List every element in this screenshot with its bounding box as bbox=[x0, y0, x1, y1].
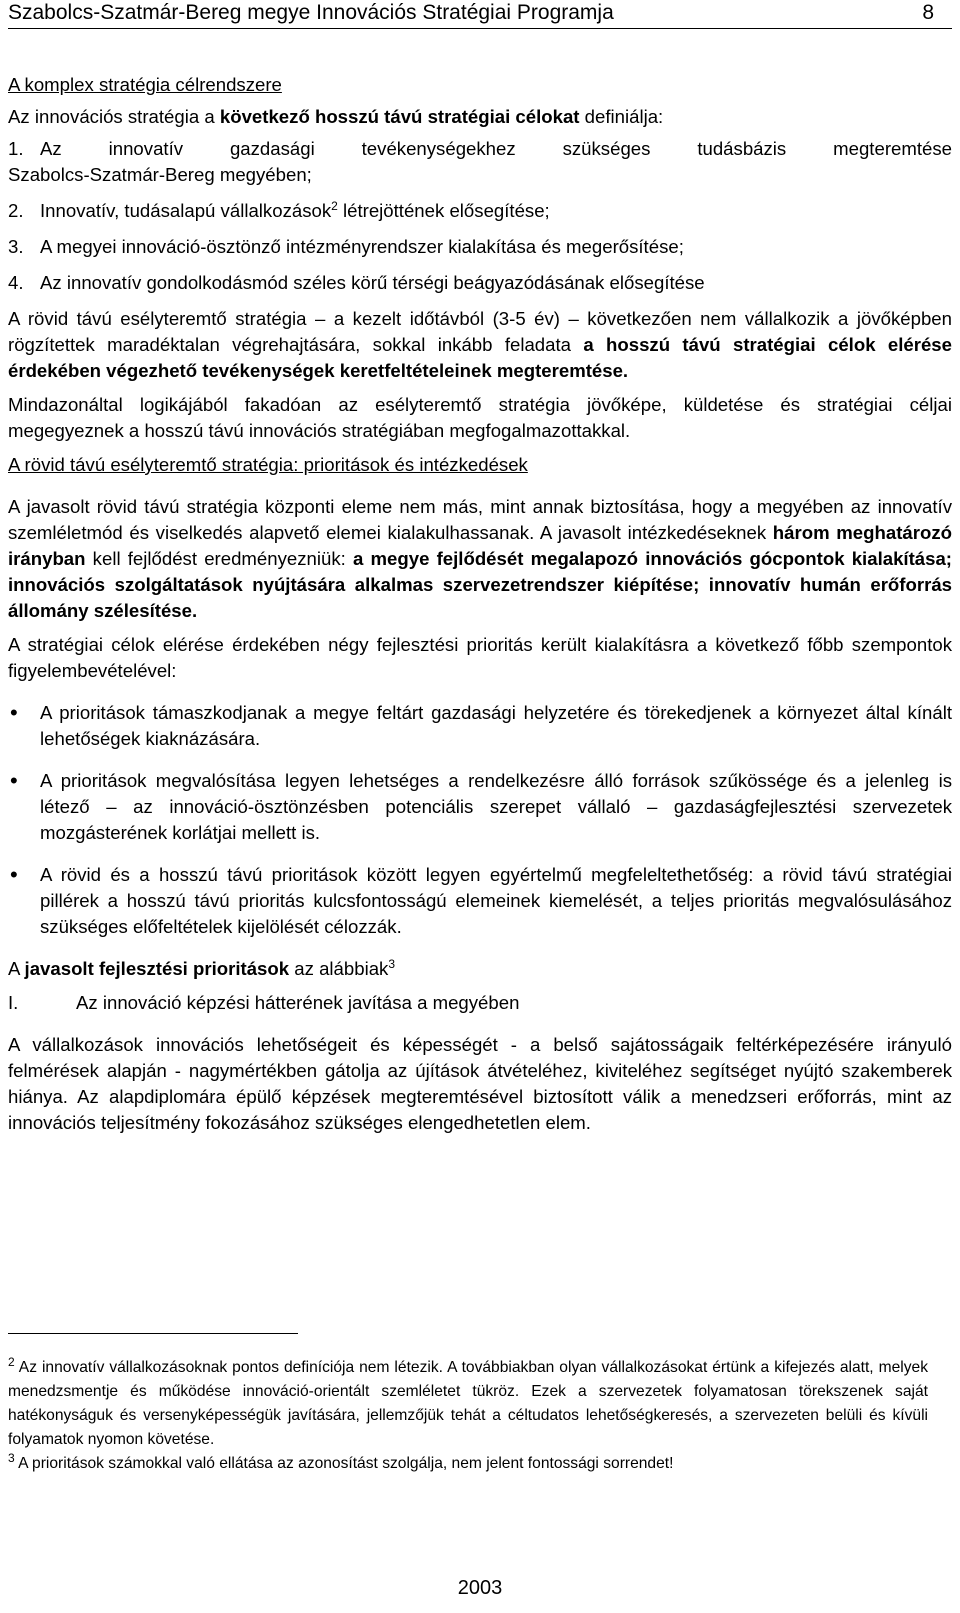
goal-number: 4. bbox=[8, 272, 24, 293]
priority-i-heading bbox=[8, 990, 952, 1016]
goal-text: A megyei innováció-ösztönző intézményrendszer kialakítása és megerősítése; bbox=[40, 236, 684, 257]
header-title: Szabolcs-Szatmár-Bereg megye Innovációs Stratégiai Programja bbox=[8, 1, 614, 24]
footnotes bbox=[8, 1356, 928, 1476]
page-header bbox=[8, 0, 952, 29]
goal-number: 2. bbox=[8, 200, 24, 221]
goal-item-1 bbox=[8, 136, 952, 162]
strategy-core-paragraph bbox=[8, 494, 952, 624]
priority-number: I. bbox=[8, 992, 19, 1013]
criteria-list bbox=[8, 700, 952, 940]
goal-text-cont: Szabolcs-Szatmár-Bereg megyében; bbox=[8, 164, 312, 185]
header-page-number: 8 bbox=[922, 1, 934, 24]
footnote-number: 2 bbox=[8, 1354, 15, 1369]
goal-item-2 bbox=[8, 198, 952, 224]
goal-text bbox=[40, 198, 952, 224]
footnote-ref: 2 bbox=[331, 198, 338, 213]
goal-text: Az innovatív gazdasági tevékenységekhez szükséges tudásbázis megteremtése bbox=[40, 138, 952, 159]
goal-item-3 bbox=[8, 234, 952, 260]
goal-item-1-cont bbox=[8, 162, 952, 188]
page-footer-year: 2003 bbox=[457, 1577, 503, 1599]
goal-number: 1. bbox=[8, 138, 24, 159]
section-heading-goals: A komplex stratégia célrendszere bbox=[8, 74, 282, 95]
priorities-lead bbox=[8, 956, 952, 982]
paragraph-text: az alábbiak bbox=[289, 958, 389, 979]
footnote-text: Az innovatív vállalkozásoknak pontos definíciója nem létezik. A továbbiakban olyan vállalkozásokat értünk a kifejezés alatt, melyek menedzsmentje és működése innováció-orientált szemléletet tükröz. Ezek a szervezetek folyamatosan törekszenek saját hatékonyságuk és versenyképességük javítására, jellemzőjük tehát a céltudatos lehetőségkeresés, a szervezeten belüli és kívüli folyamatok nyomon követése. bbox=[8, 1359, 928, 1448]
short-term-paragraph bbox=[8, 306, 952, 384]
goal-text: Az innovatív gondolkodásmód széles körű térségi beágyazódásának elősegítése bbox=[40, 272, 705, 293]
intro-bold-text: következő hosszú távú stratégiai célokat bbox=[219, 106, 580, 127]
paragraph-text: A javasolt rövid távú stratégia központi eleme nem más, mint annak biztosítása, hogy a megyében az innovatív szemléletmód és viselkedés alapvető elemei kialakulhassanak. A javasolt intézkedéseknek bbox=[8, 496, 952, 543]
paragraph-text: kell fejlődést eredményezniük: bbox=[85, 548, 353, 569]
paragraph-bold-text: a hosszú távú stratégiai célok elérése érdekében végezhető tevékenységek keretfeltételeinek megteremtése. bbox=[8, 334, 952, 381]
paragraph-bold-text: három meghatározó irányban bbox=[8, 522, 952, 569]
goal-number: 3. bbox=[8, 236, 24, 257]
list-item: • A rövid és a hosszú távú prioritások között legyen egyértelmű megfeleltethetőség: a rövid távú stratégiai pillérek a hosszú távú prioritás kulcsfontosságú elemeinek kiemelését, a teljes prioritás megvalósulásához szükséges előfeltételek kijelölését célozzák. bbox=[8, 862, 952, 940]
main-content bbox=[8, 72, 952, 1136]
section-heading-priorities: A rövid távú esélyteremtő stratégia: prioritások és intézkedések bbox=[8, 454, 528, 475]
paragraph-bold-text: a megye fejlődését megalapozó innovációs gócpontok kialakítása; innovációs szolgáltatások nyújtására alkalmas szervezetrendszer kiépítése; innovatív humán erőforrás állomány szélesítése. bbox=[8, 548, 952, 621]
goal-item-4 bbox=[8, 270, 952, 296]
priorities-intro-paragraph: A stratégiai célok elérése érdekében négy fejlesztési prioritás került kialakításra a következő főbb szempontok figyelembevételével: bbox=[8, 634, 952, 681]
paragraph-text: A bbox=[8, 958, 25, 979]
footnote-2 bbox=[8, 1356, 928, 1452]
footnote-number: 3 bbox=[8, 1450, 15, 1465]
list-item: • A prioritások támaszkodjanak a megye feltárt gazdasági helyzetére és törekedjenek a környezet által kínált lehetőségek kiaknázására. bbox=[8, 700, 952, 752]
paragraph-bold-text: javasolt fejlesztési prioritások bbox=[24, 958, 290, 979]
priority-i-text: A vállalkozások innovációs lehetőségeit és képességét - a belső sajátosságaik feltérképezésére irányuló felmérések alapján - nagymértékben gátolja az újítások átvételéhez, kiviteléhez segítséget nyújtó szakemberek hiánya. Az alapdiplomára épülő képzések megteremtésével biztosított válik a menedzseri erőforrás, mint az innovációs teljesítmény fokozásához szükséges elengedhetetlen elem. bbox=[8, 1034, 952, 1133]
intro-text-end: definiálja: bbox=[579, 106, 664, 127]
footnote-text: A prioritások számokkal való ellátása az azonosítást szolgálja, nem jelent fontossági sorrendet! bbox=[14, 1455, 674, 1472]
goal-text-part: Innovatív, tudásalapú vállalkozások bbox=[40, 200, 332, 221]
goal-text-part: létrejöttének elősegítése; bbox=[337, 200, 550, 221]
footnote-3 bbox=[8, 1452, 928, 1476]
intro-text: Az innovációs stratégia a bbox=[8, 106, 220, 127]
intro-paragraph bbox=[8, 104, 952, 130]
mindazonaltal-paragraph: Mindazonáltal logikájából fakadóan az esélyteremtő stratégia jövőképe, küldetése és stratégiai céljai megegyeznek a hosszú távú innovációs stratégiában megfogalmazottakkal. bbox=[8, 394, 952, 441]
priority-title: Az innováció képzési hátterének javítása a megyében bbox=[76, 992, 520, 1013]
list-item: • A prioritások megvalósítása legyen lehetséges a rendelkezésre álló források szűkössége és a jelenleg is létező – az innováció-ösztönzésben potenciális szerepet vállaló – gazdaságfejlesztési szervezetek mozgásterének korlátjai mellett is. bbox=[8, 768, 952, 846]
footnote-ref: 3 bbox=[388, 956, 396, 971]
paragraph-text: A rövid távú esélyteremtő stratégia – a kezelt időtávból (3-5 év) – következően nem vállalkozik a jövőképben rögzítettek maradéktalan végrehajtására, sokkal inkább feladata bbox=[8, 308, 952, 355]
footnote-separator bbox=[8, 1333, 298, 1334]
